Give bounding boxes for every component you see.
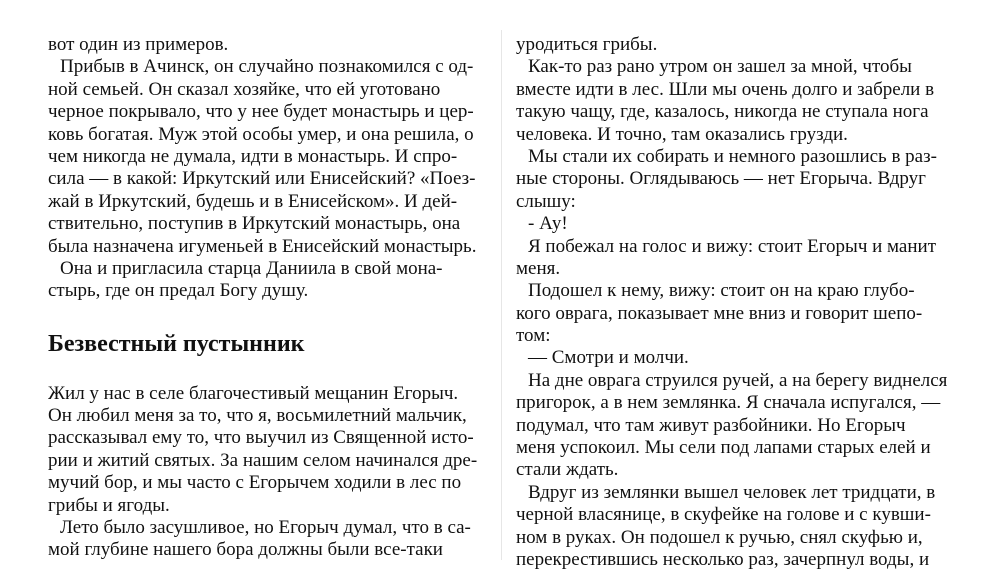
- text-line: сила — в какой: Иркутский или Енисейский? «Поез-: [48, 168, 476, 190]
- paragraph-start-line: Вдруг из землянки вышел человек лет тридцати, в: [528, 481, 936, 503]
- paragraph-start-line: Прибыв в Ачинск, он случайно познакомился с од-: [60, 56, 474, 78]
- paragraph-start-line: На дне оврага струился ручей, а на берегу виднелся: [528, 369, 948, 391]
- text-line: Он любил меня за то, что я, восьмилетний мальчик,: [48, 405, 467, 427]
- text-line: пригорок, а в нем землянка. Я сначала испугался, —: [516, 392, 941, 414]
- text-line: меня успокоил. Мы сели под лапами старых елей и: [516, 437, 931, 459]
- text-line: перекрестившись несколько раз, зачерпнул воды, и: [516, 548, 930, 570]
- dialogue-line: — Смотри и молчи.: [528, 347, 689, 369]
- text-line: была назначена игуменьей в Енисейский монастырь.: [48, 235, 477, 257]
- text-line: стали ждать.: [516, 459, 619, 481]
- paragraph-start-line: Подошел к нему, вижу: стоит он на краю глубо-: [528, 280, 915, 302]
- dialogue-line: - Ау!: [528, 213, 568, 235]
- paragraph-start-line: Я побежал на голос и вижу: стоит Егорыч и манит: [528, 235, 937, 257]
- paragraph-start-line: Как-то раз рано утром он зашел за мной, чтобы: [528, 56, 912, 78]
- text-line: черной власянице, в скуфейке на голове и с кувши-: [516, 504, 931, 526]
- right-page: [516, 34, 966, 571]
- section-heading: Безвестный пустынник: [48, 330, 305, 357]
- text-line: ствительно, поступив в Иркутский монастырь, она: [48, 213, 461, 235]
- text-line: вот один из примеров.: [48, 34, 229, 55]
- paragraph-start-line: Лето было засушливое, но Егорыч думал, что в са-: [60, 517, 471, 539]
- text-line: меня.: [516, 257, 561, 279]
- text-line: том:: [516, 325, 551, 347]
- text-line: человека. И точно, там оказались грузди.: [516, 123, 848, 145]
- text-line: чем никогда не думала, идти в монастырь. И спро-: [48, 145, 458, 167]
- text-line: стырь, где он предал Богу душу.: [48, 280, 309, 302]
- text-line: уродиться грибы.: [516, 34, 658, 55]
- text-line: такую чащу, где, казалось, никогда не ступала нога: [516, 101, 929, 123]
- text-line: подумал, что там живут разбойники. Но Егорыч: [516, 414, 906, 436]
- paragraph-start-line: Мы стали их собирать и немного разошлись в раз-: [528, 145, 937, 167]
- text-line: ные стороны. Оглядываюсь — нет Егорыча. Вдруг: [516, 168, 926, 190]
- text-line: вместе идти в лес. Шли мы очень долго и забрели в: [516, 78, 935, 100]
- text-line: грибы и ягоды.: [48, 494, 170, 516]
- paragraph-start-line: Она и пригласила старца Даниила в свой мона-: [60, 257, 443, 279]
- text-line: ковь богатая. Муж этой особы умер, и она решила, о: [48, 123, 474, 145]
- paragraph-start-line: Жил у нас в селе благочестивый мещанин Егорыч.: [48, 382, 459, 404]
- page-gutter-divider: [501, 30, 502, 560]
- text-line: мучий бор, и мы часто с Егорычем ходили в лес по: [48, 472, 462, 494]
- text-line: рии и житий святых. За нашим селом начинался дре-: [48, 449, 478, 471]
- left-page: [48, 34, 488, 562]
- text-line: жай в Иркутский, будешь и в Енисейском». И дей-: [48, 190, 458, 212]
- text-line: кого оврага, показывает мне вниз и говорит шепо-: [516, 302, 923, 324]
- text-line: слышу:: [516, 190, 576, 212]
- text-line: ной семьей. Он сказал хозяйке, что ей уготовано: [48, 78, 441, 100]
- text-line: мой глубине нашего бора должны были все-таки: [48, 539, 443, 561]
- text-line: ном в руках. Он подошел к ручью, снял скуфью и,: [516, 526, 923, 548]
- text-line: рассказывал ему то, что выучил из Священной исто-: [48, 427, 474, 449]
- text-line: черное покрывало, что у нее будет монастырь и цер-: [48, 101, 474, 123]
